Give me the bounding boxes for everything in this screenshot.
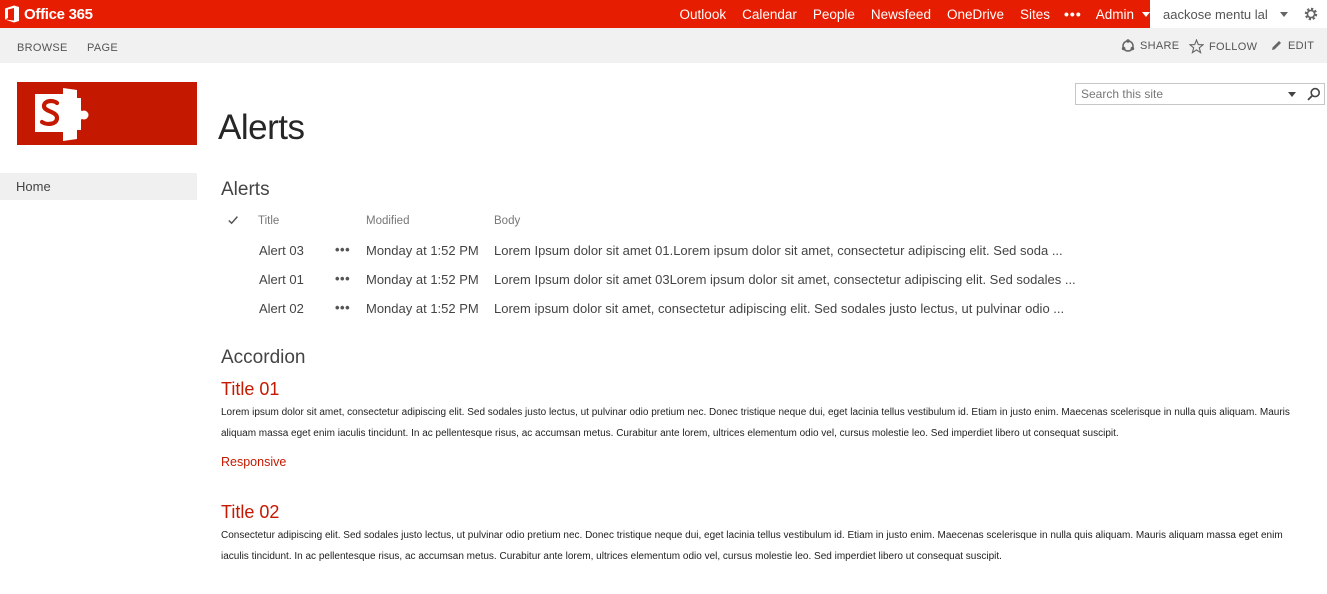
- pencil-icon: [1270, 39, 1283, 52]
- nav-item-home[interactable]: Home: [0, 173, 197, 200]
- table-row: [0, 272, 1100, 301]
- share-icon: [1121, 39, 1135, 53]
- tab-browse[interactable]: BROWSE: [17, 42, 68, 54]
- table-row: [0, 243, 1100, 272]
- search-icon[interactable]: [1307, 87, 1321, 101]
- column-header-title[interactable]: Title: [258, 215, 280, 227]
- edit-label: EDIT: [1288, 39, 1315, 52]
- chevron-down-icon: [1142, 12, 1150, 17]
- star-icon: [1189, 39, 1204, 54]
- item-menu-button[interactable]: •••: [335, 271, 351, 286]
- alert-title-link[interactable]: Alert 02: [259, 301, 304, 316]
- page-title: Alerts: [218, 108, 305, 147]
- suite-admin-label: Admin: [1095, 6, 1134, 22]
- suite-bar: [0, 0, 1327, 28]
- alert-title-link[interactable]: Alert 01: [259, 272, 304, 287]
- follow-label: FOLLOW: [1209, 40, 1258, 53]
- accordion-item-text: Consectetur adipiscing elit. Sed sodales justo lectus, ut pulvinar odio pretium nec. Donec tristique neque dui, eget lacinia tellus vestibulum id. Etiam in justo enim. Maecenas scelerisque in nulla quis aliquam. Mauris aliquam massa eget enim iaculis tincidunt. In ac pellentesque risus, ac accumsan metus. Curabitur ante lorem, ultrices elementum odio vel, cursus molestie leo. Sed imperdiet libero ut consequat suscipit.: [221, 530, 1283, 562]
- accordion-heading: Accordion: [221, 347, 306, 368]
- search-input[interactable]: [1076, 84, 1276, 104]
- checkmark-icon[interactable]: [227, 214, 239, 226]
- table-row: [0, 301, 1100, 330]
- edit-button[interactable]: [1270, 39, 1314, 52]
- user-menu[interactable]: [1150, 0, 1327, 28]
- accordion-item-text: Lorem ipsum dolor sit amet, consectetur adipiscing elit. Sed sodales justo lectus, ut pulvinar odio pretium nec. Donec tristique neque dui, eget lacinia tellus vestibulum id. Etiam in justo enim. Maecenas scelerisque in nulla quis aliquam. Mauris aliquam massa eget enim iaculis tincidunt. In ac pellentesque risus, ac accumsan metus. Curabitur ante lorem, ultrices elementum odio vel, cursus molestie leo. Sed imperdiet libero ut consequat suscipit.: [221, 407, 1290, 439]
- alert-body: Lorem ipsum dolor sit amet, consectetur adipiscing elit. Sed sodales justo lectus, ut pulvinar odio ...: [494, 301, 1065, 316]
- suite-nav: [664, 0, 1150, 28]
- search-box: [1075, 83, 1325, 105]
- suite-link-people[interactable]: People: [812, 6, 855, 22]
- item-menu-button[interactable]: •••: [335, 242, 351, 257]
- accordion-item-title[interactable]: Title 01: [221, 379, 280, 399]
- alert-modified: Monday at 1:52 PM: [366, 272, 479, 287]
- suite-link-sites[interactable]: Sites: [1020, 6, 1051, 22]
- suite-link-outlook[interactable]: Outlook: [679, 6, 727, 22]
- user-name: aackose mentu lal: [1163, 6, 1268, 22]
- item-menu-button[interactable]: •••: [335, 300, 351, 315]
- alert-body: Lorem Ipsum dolor sit amet 03Lorem ipsum dolor sit amet, consectetur adipiscing elit. Sed sodales ...: [494, 272, 1076, 287]
- gear-icon[interactable]: [1303, 6, 1319, 22]
- follow-button[interactable]: [1189, 39, 1257, 54]
- search-scope-dropdown-icon[interactable]: [1288, 92, 1296, 97]
- alert-modified: Monday at 1:52 PM: [366, 301, 479, 316]
- sharepoint-logo-icon: [17, 82, 197, 145]
- responsive-link[interactable]: Responsive: [221, 455, 287, 469]
- suite-link-onedrive[interactable]: OneDrive: [946, 6, 1004, 22]
- office365-brand[interactable]: [4, 4, 93, 24]
- alerts-heading: Alerts: [221, 179, 270, 200]
- suite-more-button[interactable]: •••: [1064, 6, 1082, 22]
- suite-link-newsfeed[interactable]: Newsfeed: [870, 6, 931, 22]
- share-button[interactable]: [1121, 39, 1179, 53]
- suite-link-calendar[interactable]: Calendar: [742, 6, 797, 22]
- alert-modified: Monday at 1:52 PM: [366, 243, 479, 258]
- office365-logo-icon: [4, 5, 20, 23]
- site-logo[interactable]: [17, 82, 197, 145]
- alert-body: Lorem Ipsum dolor sit amet 01.Lorem ipsum dolor sit amet, consectetur adipiscing elit. Sed soda ...: [494, 243, 1063, 258]
- left-navigation: [0, 173, 197, 200]
- chevron-down-icon: [1280, 12, 1288, 17]
- ribbon-bar: [0, 28, 1327, 63]
- office365-brand-label: Office 365: [24, 5, 93, 23]
- accordion-item-title[interactable]: Title 02: [221, 502, 280, 522]
- alert-title-link[interactable]: Alert 03: [259, 243, 304, 258]
- suite-admin-menu[interactable]: [1096, 7, 1150, 22]
- tab-page[interactable]: PAGE: [87, 42, 118, 54]
- share-label: SHARE: [1140, 40, 1180, 52]
- column-header-modified[interactable]: Modified: [366, 215, 410, 227]
- column-header-body[interactable]: Body: [494, 215, 521, 227]
